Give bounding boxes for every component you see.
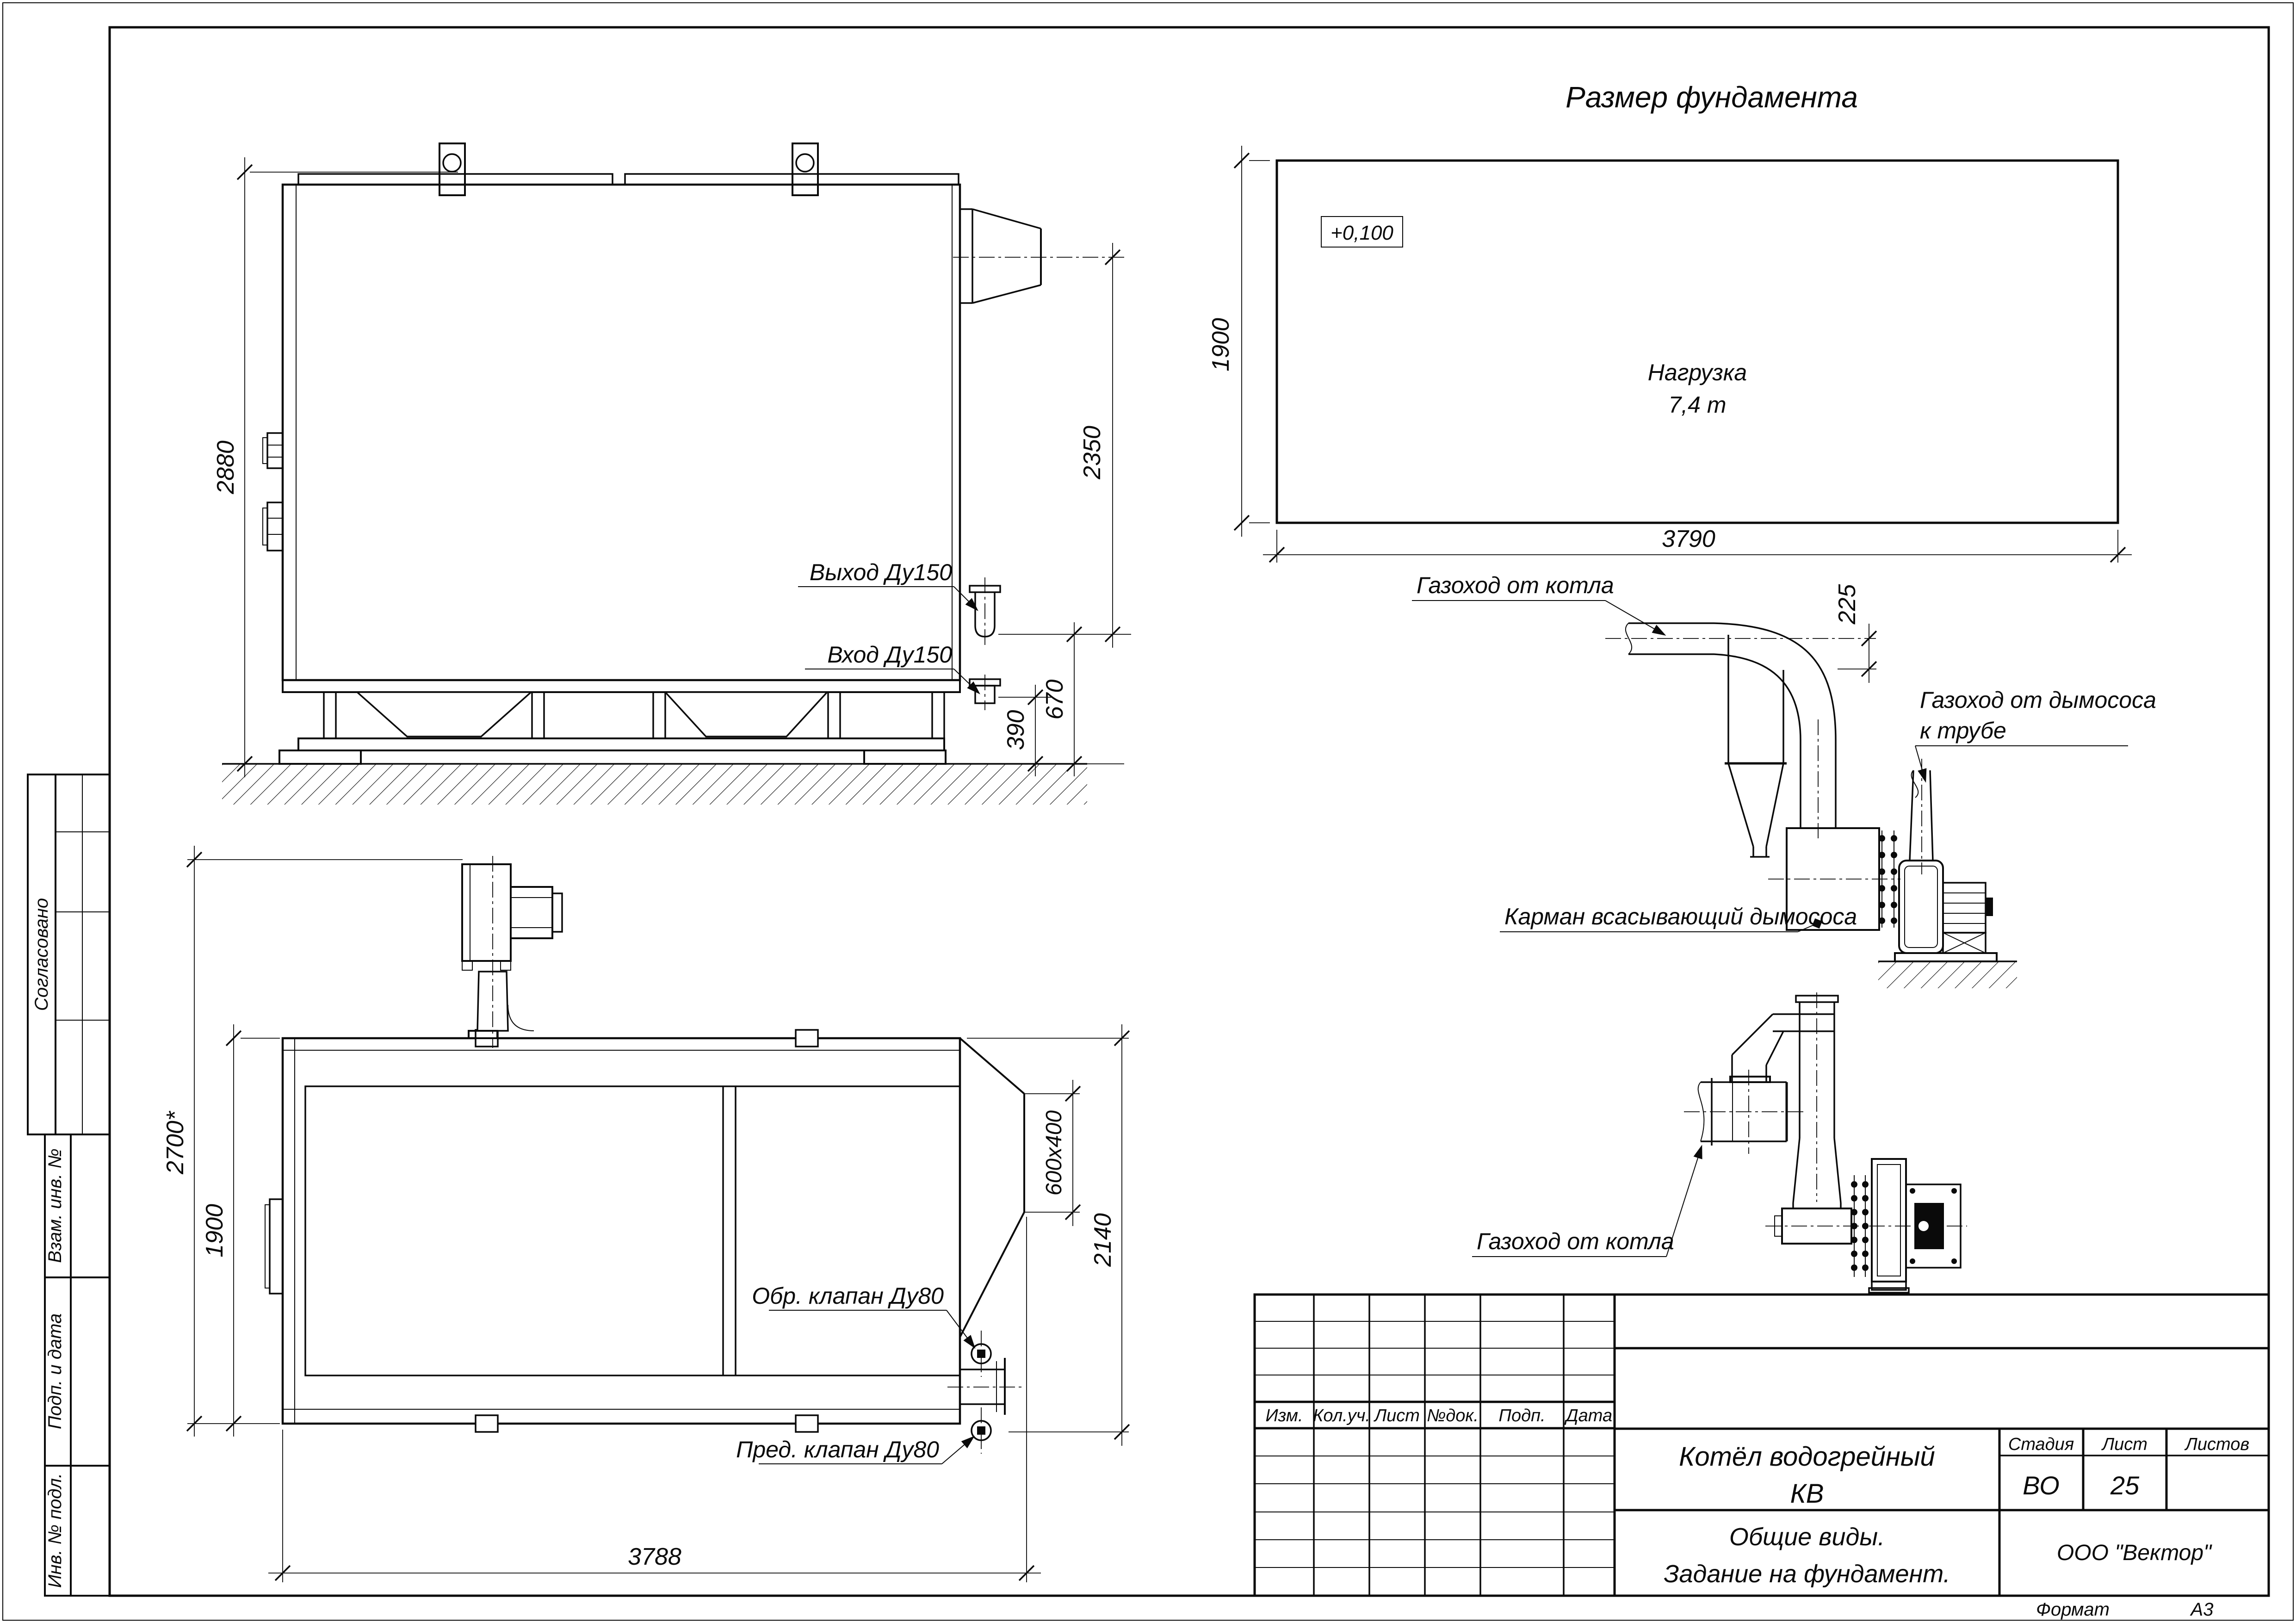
dim-2350 [1079,243,1120,648]
inv-orig-block [45,1466,110,1596]
dim-2880-text: 2880 [212,440,239,494]
doc-title-line2: КВ [1790,1479,1824,1509]
dim-390-text: 390 [1003,710,1029,750]
dim-600x400 [1024,1080,1080,1226]
sheet-value: 25 [2110,1471,2140,1500]
side-door-flanges [263,433,283,551]
duct-plan-flange [1851,1175,1869,1277]
agreed-block [28,774,110,1134]
elevation-mark-text: +0,100 [1331,222,1393,244]
format-label: Формат [2036,1599,2110,1620]
dim-2880 [212,157,458,777]
load-line1: Нагрузка [1647,359,1747,385]
check-valve-label [752,1283,974,1347]
dim-600x400-text: 600х400 [1042,1110,1066,1196]
fan-inlet-flange [1879,830,1897,928]
company-name: ООО "Вектор" [2056,1541,2212,1565]
dim-670-text: 670 [1041,679,1068,720]
doc-title-line1: Котёл водогрейный [1679,1442,1935,1472]
header-ndok: №док. [1427,1406,1479,1425]
format-value: А3 [2191,1599,2214,1620]
dim-2350-text: 2350 [1079,426,1106,479]
header-podp: Подп. [1498,1406,1546,1425]
ground-hatch-side [222,764,1087,805]
dim-2140-text: 2140 [1089,1213,1116,1267]
duct-plan-boiler-label-text: Газоход от котла [1477,1228,1674,1254]
dim-2700-text: 2700* [162,1111,189,1174]
dim-3790-text: 3790 [1662,526,1715,552]
dim-225 [1834,584,1876,683]
safety-valve-label-text: Пред. клапан Ду80 [736,1437,939,1462]
duct-plan-boiler-label [1472,1146,1702,1257]
pocket-label-text: Карман всасывающий дымососа [1504,904,1857,929]
smoke-exhauster-elevation [1895,759,1997,961]
replacement-inv-block [45,1134,110,1277]
duct-plan-box [1684,1070,1804,1154]
change-table-header [1265,1406,1612,1425]
inlet-label [805,642,979,693]
subtitle-line2: Задание на фундамент. [1664,1560,1950,1588]
lifting-lug-left [439,143,465,195]
burner-fan [462,856,562,1048]
outlet-label [798,559,977,610]
lifting-lug-right [792,143,818,195]
header-izm: Изм. [1265,1406,1303,1425]
chimney-label [1915,687,2156,781]
header-koluch: Кол.уч. [1313,1406,1370,1425]
chimney-label-line2: к трубе [1920,718,2006,743]
subtitle-line1: Общие виды. [1729,1523,1885,1551]
outlet-label-text: Выход Ду150 [809,559,952,585]
outlet-nozzle [970,577,1131,646]
elevation-mark [1321,217,1403,247]
support-skid [279,680,960,764]
inv-orig-label: Инв. № подл. [45,1473,65,1588]
plan-outlet-nozzle [960,1038,1024,1337]
cyclone-hopper [1725,635,1787,857]
replacement-inv-label: Взам. инв. № [45,1148,65,1263]
safety-valve-label [736,1437,973,1464]
boiler-plan-view [162,846,1129,1582]
foundation-plan [1207,81,2132,563]
dim-3790 [1263,526,2132,563]
agreed-label: Согласовано [31,898,52,1011]
dim-1900-plan-text: 1900 [201,1204,228,1258]
inlet-label-text: Вход Ду150 [827,642,952,668]
pocket-label [1500,904,1857,932]
dim-1900-foundation-text: 1900 [1207,318,1234,372]
dim-2140 [967,1024,1129,1446]
sign-date-block [45,1277,110,1466]
sign-date-label: Подп. и дата [45,1313,65,1430]
ground-hatch-fan [1878,961,2017,988]
check-valve-label-text: Обр. клапан Ду80 [752,1283,944,1309]
load-line2: 7,4 т [1668,392,1727,418]
title-block [1255,1295,2269,1596]
safety-valve [972,1407,991,1454]
left-margin-stamps [28,774,110,1596]
dim-3788-text: 3788 [628,1543,681,1570]
stage-label: Стадия [2008,1435,2074,1454]
duct-elevation-view [1412,572,2156,988]
sheet-label: Лист [2102,1435,2147,1454]
format-note [2036,1599,2213,1620]
dim-2700 [162,846,463,1437]
duct-plan-view [1472,992,1967,1293]
header-list: Лист [1374,1406,1420,1425]
sheets-label: Листов [2185,1435,2250,1454]
sheet-frame [3,3,2293,1620]
dim-670 [1041,622,1082,776]
dim-225-text: 225 [1834,584,1861,625]
dim-3788 [268,1217,1041,1582]
boiler-side-view [212,143,1131,805]
foundation-title: Размер фундамента [1566,81,1858,114]
header-data: Дата [1566,1406,1613,1425]
flue-outlet [953,209,1124,303]
dim-1900-plan [201,1024,280,1437]
chimney-label-line1: Газоход от дымососа [1920,687,2156,713]
dim-1900-foundation [1207,146,1270,537]
duct-elev-boiler-label-text: Газоход от котла [1417,572,1614,598]
stage-value: ВО [2023,1471,2060,1500]
